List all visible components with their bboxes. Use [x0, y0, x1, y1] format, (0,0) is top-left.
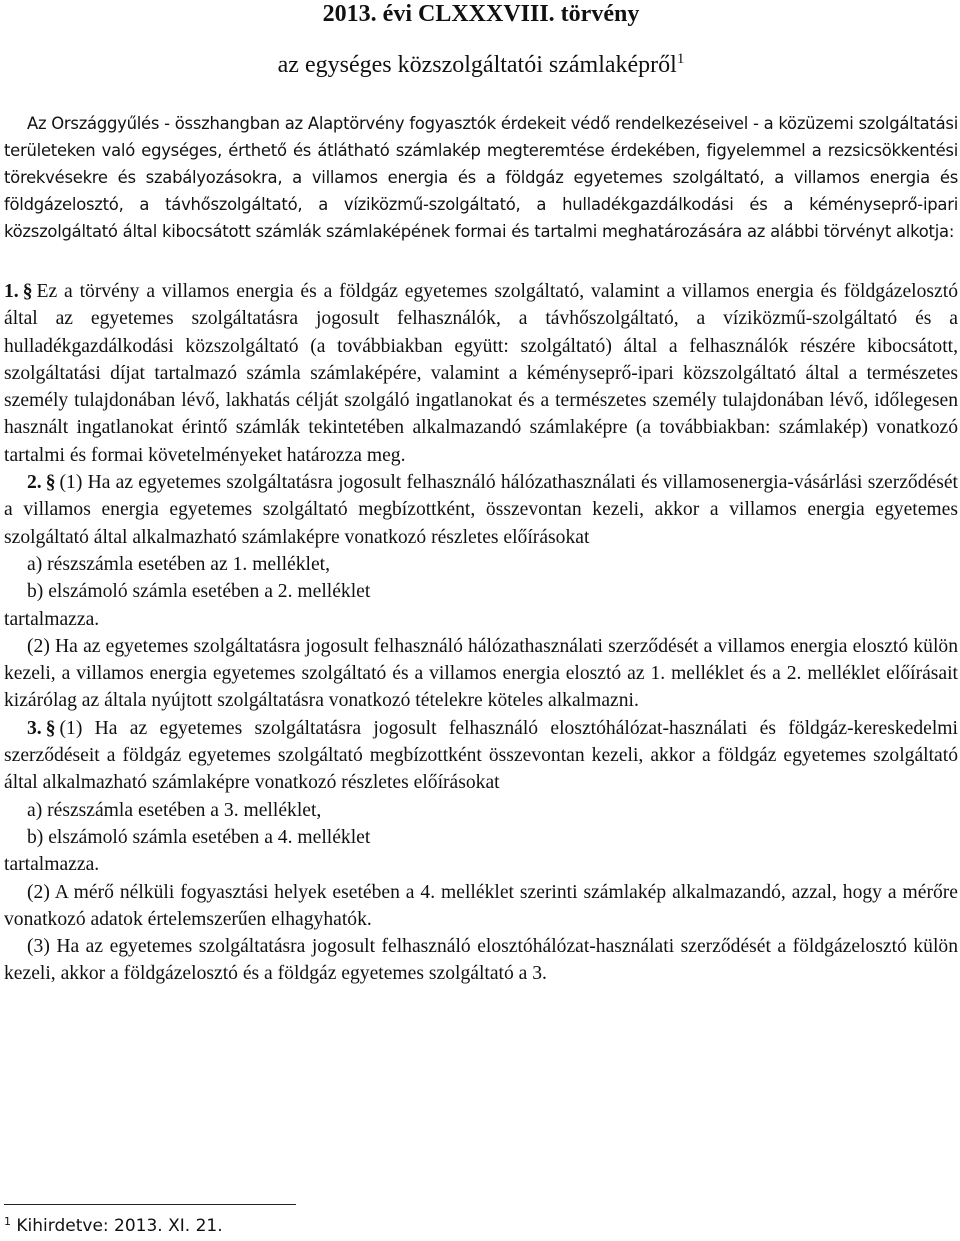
section-2-item-b: b) elszámoló számla esetében a 2. melléklet	[27, 581, 371, 603]
section-2-par-2: (2) Ha az egyetemes szolgáltatásra jogosult felhasználó hálózathasználati szerződését a villamos energia elosztó külön kezeli, a villamos energia egyetemes szolgáltató és a villamos energia elosztó az 1. melléklet és a 2. melléklet előírásait kizárólag az általa nyújtott szolgáltatásra vonatkozó tételekre köteles alkalmazni.	[4, 635, 958, 712]
section-2-number: 2.	[27, 472, 42, 494]
section-3-item-b: b) elszámoló számla esetében a 4. melléklet	[27, 826, 371, 848]
section-2-par-1-text: (1) Ha az egyetemes szolgáltatásra jogosult felhasználó hálózathasználati és villamosenergia-vásárlási szerződését a villamos energia egyetemes szolgáltató megbízottként, összevontan kezeli, akkor a villamos energia egyetemes szolgáltató által alkalmazható számlaképre vonatkozó részletes előírásokat	[4, 472, 958, 548]
section-3-closing: tartalmazza.	[4, 854, 100, 876]
body-text	[4, 278, 958, 988]
law-subtitle	[4, 51, 958, 79]
section-2-closing: tartalmazza.	[4, 608, 100, 630]
footnote-ref: 1	[676, 51, 685, 67]
section-1	[4, 278, 958, 469]
section-2-par-1	[4, 469, 958, 551]
preamble-block	[4, 110, 958, 245]
footnote-marker: 1	[4, 1215, 11, 1228]
section-1-text: Ez a törvény a villamos energia és a földgáz egyetemes szolgáltató, valamint a villamos energia és földgázelosztó által az egyetemes szolgáltatásra jogosult felhasználók, a távhőszolgáltató, a víziközmű-szolgáltató és a hulladékgazdálkodási közszolgáltató (a továbbiakban együtt: szolgáltató) által a felhasználók részére kibocsátott, szolgáltatási díjat tartalmazó számla számlaképére, valamint a kéményseprő-ipari közszolgáltató által a természetes személy tulajdonában lévő, lakhatás célját szolgáló ingatlanokat és a természetes személy tulajdonában lévő, időlegesen használt ingatlanokat érintő számlák tekintetében alkalmazandó számlaképre (a továbbiakban: számlakép) vonatkozó tartalmi és formai követelményeket határozza meg.	[4, 281, 958, 466]
section-3-number: 3.	[27, 717, 42, 739]
footnote	[4, 1215, 223, 1237]
section-3-par-1-text: (1) Ha az egyetemes szolgáltatásra jogosult felhasználó elosztóhálózat-használati és földgáz-kereskedelmi szerződéseit a földgáz egyetemes szolgáltató megbízottként összevontan kezeli, akkor a földgáz egyetemes szolgáltató által alkalmazható számlaképre vonatkozó részletes előírásokat	[4, 717, 958, 794]
footnote-separator	[4, 1204, 296, 1205]
section-3-par-2: (2) A mérő nélküli fogyasztási helyek esetében a 4. melléklet szerinti számlakép alkalmazandó, azzal, hogy a mérőre vonatkozó adatok értelemszerűen elhagyhatók.	[4, 881, 958, 930]
section-1-number: 1.	[4, 281, 19, 302]
section-2-item-a: a) részszámla esetében az 1. melléklet,	[27, 553, 330, 575]
section-sign: §	[45, 717, 56, 739]
section-3-item-a: a) részszámla esetében a 3. melléklet,	[27, 799, 322, 821]
law-subtitle-text: az egységes közszolgáltatói számlaképről	[277, 52, 677, 78]
section-sign: §	[22, 281, 33, 302]
footnote-text: Kihirdetve: 2013. XI. 21.	[16, 1216, 223, 1236]
section-sign: §	[45, 472, 56, 494]
law-title: 2013. évi CLXXXVIII. törvény	[322, 1, 640, 27]
section-3-par-3: (3) Ha az egyetemes szolgáltatásra jogosult felhasználó elosztóhálózat-használati szerződését a földgázelosztó külön kezeli, akkor a földgázelosztó és a földgáz egyetemes szolgáltató a 3.	[4, 936, 958, 985]
section-3-par-1	[4, 715, 958, 797]
preamble-text: Az Országgyűlés - összhangban az Alaptörvény fogyasztók érdekeit védő rendelkezéseivel - a közüzemi szolgáltatási területeken való egységes, érthető és átlátható számlakép megteremtése érdekében, figyelemmel a rezsicsökkentési törekvésekre és szabályozásokra, a villamos energia és a földgáz egyetemes szolgáltató, a villamos energia és földgázelosztó, a távhőszolgáltató, a víziközmű-szolgáltató, a hulladékgazdálkodási és a kéményseprő-ipari közszolgáltató által kibocsátott számlák számlaképének formai és tartalmi meghatározására az alábbi törvényt alkotja:	[4, 114, 959, 241]
